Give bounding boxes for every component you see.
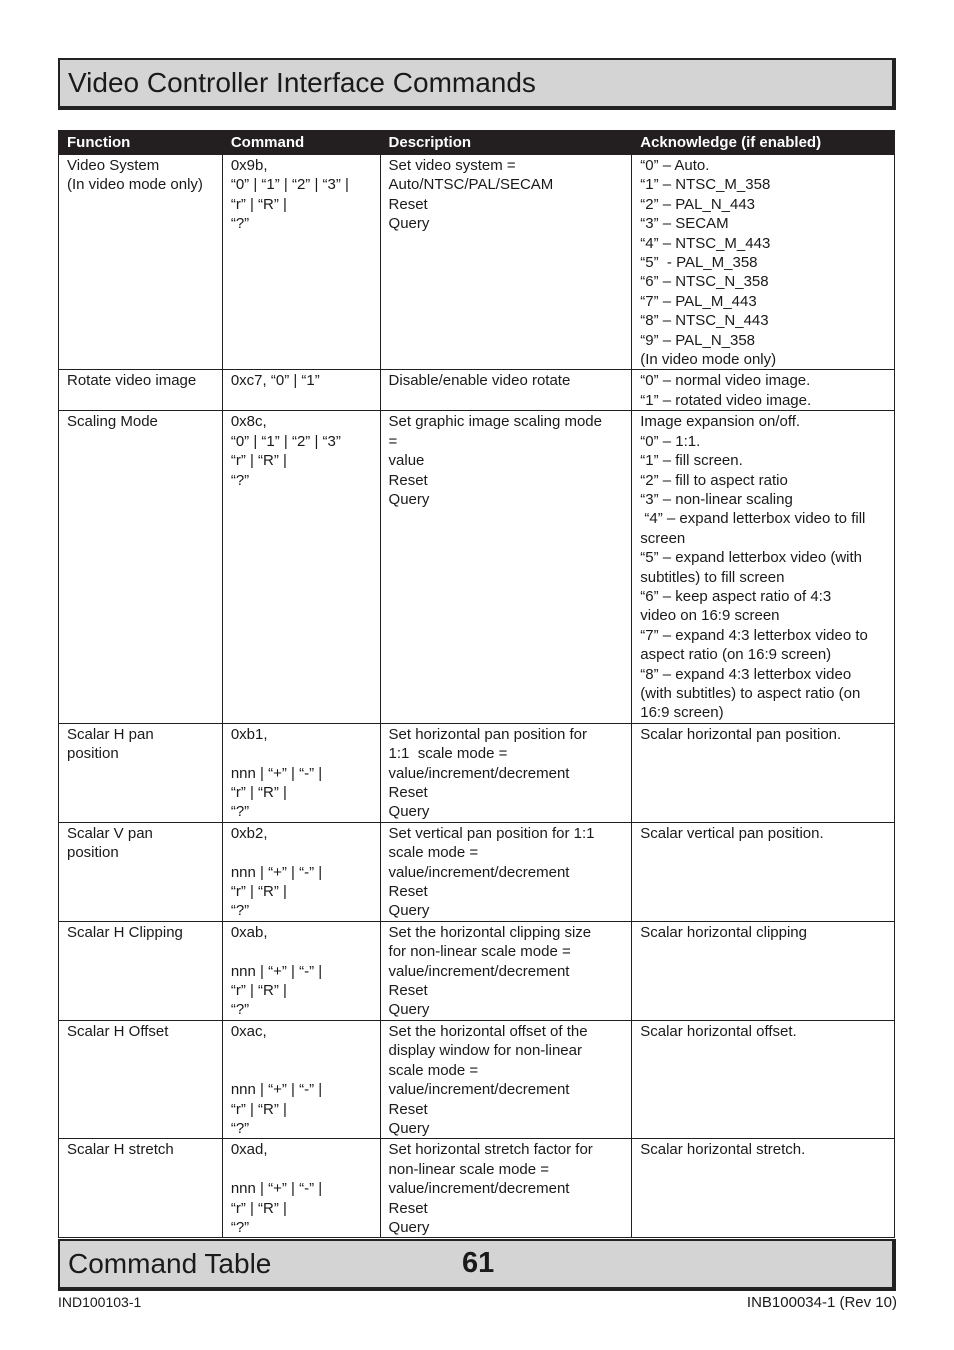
description-cell [380, 1020, 632, 1138]
cell-line: “4” – expand letterbox video to fill [640, 510, 866, 528]
cell-line: Query [388, 902, 430, 920]
acknowledge-cell [632, 155, 895, 370]
cell-line: position [67, 844, 119, 862]
description-cell [380, 921, 632, 1020]
cell-line: “6” – NTSC_N_358 [640, 273, 769, 291]
acknowledge-cell [632, 1020, 895, 1138]
cell-line: Auto/NTSC/PAL/SECAM [388, 176, 554, 194]
cell-line: 0xac, [230, 1022, 267, 1040]
cell-line: “?” [230, 803, 250, 821]
description-cell [380, 723, 632, 822]
table-row [59, 1139, 895, 1238]
command-cell [222, 370, 380, 411]
cell-line: Set horizontal pan position for [388, 725, 587, 743]
acknowledge-cell [632, 370, 895, 411]
function-cell [59, 1139, 223, 1238]
cell-line: scale mode = [388, 844, 479, 862]
table-row [59, 822, 895, 921]
page-header [58, 58, 896, 110]
cell-line: nnn | “+” | “-” | [230, 764, 323, 782]
cell-line: 16:9 screen) [640, 704, 724, 722]
function-cell [59, 921, 223, 1020]
cell-line: “0” | “1” | “2” | “3” [230, 432, 341, 450]
cell-line: “7” – PAL_M_443 [640, 292, 757, 310]
column-header-command: Command [222, 131, 380, 155]
cell-line: Scalar horizontal stretch. [640, 1141, 806, 1159]
command-cell [222, 411, 380, 724]
cell-line: “0” – 1:1. [640, 432, 701, 450]
cell-line [231, 1041, 372, 1060]
cell-line: non-linear scale mode = [388, 1160, 550, 1178]
cell-line: “r” | “R” | [230, 195, 287, 213]
table-row [59, 1020, 895, 1138]
cell-line: nnn | “+” | “-” | [230, 1180, 323, 1198]
function-cell [59, 1020, 223, 1138]
cell-line: 1:1 scale mode = [388, 745, 508, 763]
table-row [59, 411, 895, 724]
cell-line: “r” | “R” | [230, 1199, 287, 1217]
cell-line: Scalar V pan [67, 824, 153, 842]
cell-line: Scalar horizontal offset. [640, 1022, 797, 1040]
cell-line: value [388, 452, 425, 470]
cell-line: Set graphic image scaling mode [388, 413, 602, 431]
cell-line: scale mode = [388, 1061, 479, 1079]
acknowledge-cell [632, 1139, 895, 1238]
table-header-row [59, 131, 895, 155]
cell-line: “5” – expand letterbox video (with [640, 549, 863, 567]
acknowledge-cell [632, 822, 895, 921]
function-cell [59, 155, 223, 370]
cell-line: Reset [388, 471, 428, 489]
cell-line: Query [388, 1218, 430, 1236]
cell-line: 0xad, [230, 1141, 268, 1159]
cell-line: “r” | “R” | [230, 452, 287, 470]
column-header-description: Description [380, 131, 632, 155]
cell-line: “r” | “R” | [230, 1100, 287, 1118]
cell-line: “?” [230, 1119, 250, 1137]
page-number: 61 [462, 1247, 495, 1279]
section-title: Command Table [68, 1248, 272, 1279]
table-row [59, 155, 895, 370]
cell-line: for non-linear scale mode = [388, 943, 571, 961]
cell-line: Scalar H Offset [67, 1022, 169, 1040]
page-title: Video Controller Interface Commands [68, 67, 536, 98]
cell-line: video on 16:9 screen [640, 607, 780, 625]
cell-line: “?” [230, 215, 250, 233]
cell-line: Scalar vertical pan position. [640, 824, 824, 842]
cell-line: position [67, 745, 119, 763]
cell-line: nnn | “+” | “-” | [230, 1081, 323, 1099]
function-cell [59, 723, 223, 822]
cell-line: Image expansion on/off. [640, 413, 801, 431]
cell-line: Set the horizontal clipping size [388, 923, 592, 941]
cell-line: Scalar H Clipping [67, 923, 183, 941]
table-row [59, 723, 895, 822]
cell-line: “r” | “R” | [230, 982, 287, 1000]
command-cell [222, 1139, 380, 1238]
cell-line: Query [388, 490, 430, 508]
cell-line: Reset [388, 982, 428, 1000]
cell-line: aspect ratio (on 16:9 screen) [640, 646, 832, 664]
description-cell [380, 411, 632, 724]
cell-line: Rotate video image [67, 372, 197, 390]
cell-line: 0x9b, [230, 157, 268, 174]
cell-line: Reset [388, 784, 428, 801]
cell-line: Scalar H stretch [67, 1141, 174, 1159]
cell-line: Query [388, 1119, 430, 1137]
command-cell [222, 155, 380, 370]
description-cell [380, 370, 632, 411]
cell-line: 0xc7, “0” | “1” [230, 372, 320, 390]
cell-line: display window for non-linear [388, 1042, 582, 1060]
function-cell [59, 822, 223, 921]
cell-line: Video System [67, 157, 160, 174]
cell-line: Reset [388, 883, 428, 901]
cell-line: Set video system = [388, 157, 516, 174]
cell-line: value/increment/decrement [388, 764, 570, 782]
cell-line: 0xab, [230, 923, 268, 941]
cell-line: Query [388, 215, 430, 233]
cell-line: value/increment/decrement [388, 863, 570, 881]
cell-line: “r” | “R” | [230, 784, 287, 801]
cell-line: nnn | “+” | “-” | [230, 863, 323, 881]
cell-line: subtitles) to fill screen [640, 568, 785, 586]
cell-line: “8” – NTSC_N_443 [640, 312, 769, 330]
cell-line: screen [640, 529, 686, 547]
function-cell [59, 370, 223, 411]
cell-line: “7” – expand 4:3 letterbox video to [640, 626, 868, 644]
column-header-function: Function [59, 131, 223, 155]
command-cell [222, 921, 380, 1020]
cell-line: Reset [388, 1100, 428, 1118]
cell-line: “1” – rotated video image. [640, 391, 812, 409]
cell-line: Query [388, 803, 430, 821]
cell-line: 0xb1, [230, 725, 268, 743]
column-header-acknowledge: Acknowledge (if enabled) [632, 131, 895, 155]
cell-line: 0xb2, [230, 824, 268, 842]
cell-line: “8” – expand 4:3 letterbox video [640, 665, 852, 683]
cell-line: Set horizontal stretch factor for [388, 1141, 593, 1159]
cell-line: Query [388, 1001, 430, 1019]
cell-line: Set the horizontal offset of the [388, 1022, 588, 1040]
document-code-right: INB100034-1 (Rev 10) [746, 1294, 897, 1311]
cell-line: “0” – normal video image. [640, 372, 811, 390]
cell-line: (In video mode only) [640, 351, 777, 369]
table-row [59, 921, 895, 1020]
cell-line: Set vertical pan position for 1:1 [388, 824, 595, 842]
cell-line: “3” – SECAM [640, 215, 729, 233]
command-cell [222, 822, 380, 921]
cell-line: Scalar H pan [67, 725, 154, 743]
cell-line: “2” – fill to aspect ratio [640, 471, 788, 489]
acknowledge-cell [632, 411, 895, 724]
description-cell [380, 155, 632, 370]
table-body [59, 155, 895, 1238]
cell-line: Scalar horizontal clipping [640, 923, 807, 941]
cell-line: “9” – PAL_N_358 [640, 331, 756, 349]
cell-line: value/increment/decrement [388, 1180, 570, 1198]
cell-line: “?” [230, 902, 250, 920]
command-cell [222, 1020, 380, 1138]
cell-line: 0x8c, [230, 413, 267, 431]
cell-line: value/increment/decrement [388, 962, 570, 980]
cell-line: “r” | “R” | [230, 883, 287, 901]
cell-line: Scaling Mode [67, 413, 158, 431]
cell-line: “4” – NTSC_M_443 [640, 234, 771, 252]
cell-line: Reset [388, 195, 428, 213]
command-cell [222, 723, 380, 822]
cell-line: = [388, 432, 398, 450]
description-cell [380, 822, 632, 921]
cell-line: “?” [230, 1001, 250, 1019]
cell-line: nnn | “+” | “-” | [230, 962, 323, 980]
command-table [58, 130, 895, 1238]
acknowledge-cell [632, 723, 895, 822]
cell-line [231, 1160, 372, 1179]
cell-line: “1” – NTSC_M_358 [640, 176, 771, 194]
cell-line: (In video mode only) [67, 176, 203, 194]
cell-line: “?” [230, 1218, 250, 1236]
cell-line: “6” – keep aspect ratio of 4:3 [640, 587, 832, 605]
page-footer-bar [58, 1239, 896, 1291]
document-code-left: IND100103-1 [58, 1294, 142, 1310]
cell-line: “0” | “1” | “2” | “3” | [230, 176, 349, 194]
cell-line: Scalar horizontal pan position. [640, 725, 842, 743]
cell-line [231, 744, 372, 763]
description-cell [380, 1139, 632, 1238]
cell-line [231, 942, 372, 961]
cell-line [231, 1061, 372, 1080]
table-row [59, 370, 895, 411]
cell-line: “2” – PAL_N_443 [640, 195, 756, 213]
cell-line: “0” – Auto. [640, 157, 710, 174]
acknowledge-cell [632, 921, 895, 1020]
cell-line: “5” - PAL_M_358 [640, 254, 758, 272]
cell-line: Disable/enable video rotate [388, 372, 571, 390]
cell-line: (with subtitles) to aspect ratio (on [640, 684, 861, 702]
cell-line: “3” – non-linear scaling [640, 490, 793, 508]
cell-line: “?” [230, 471, 250, 489]
function-cell [59, 411, 223, 724]
cell-line: value/increment/decrement [388, 1081, 570, 1099]
cell-line: “1” – fill screen. [640, 452, 743, 470]
cell-line: Reset [388, 1199, 428, 1217]
cell-line [231, 843, 372, 862]
